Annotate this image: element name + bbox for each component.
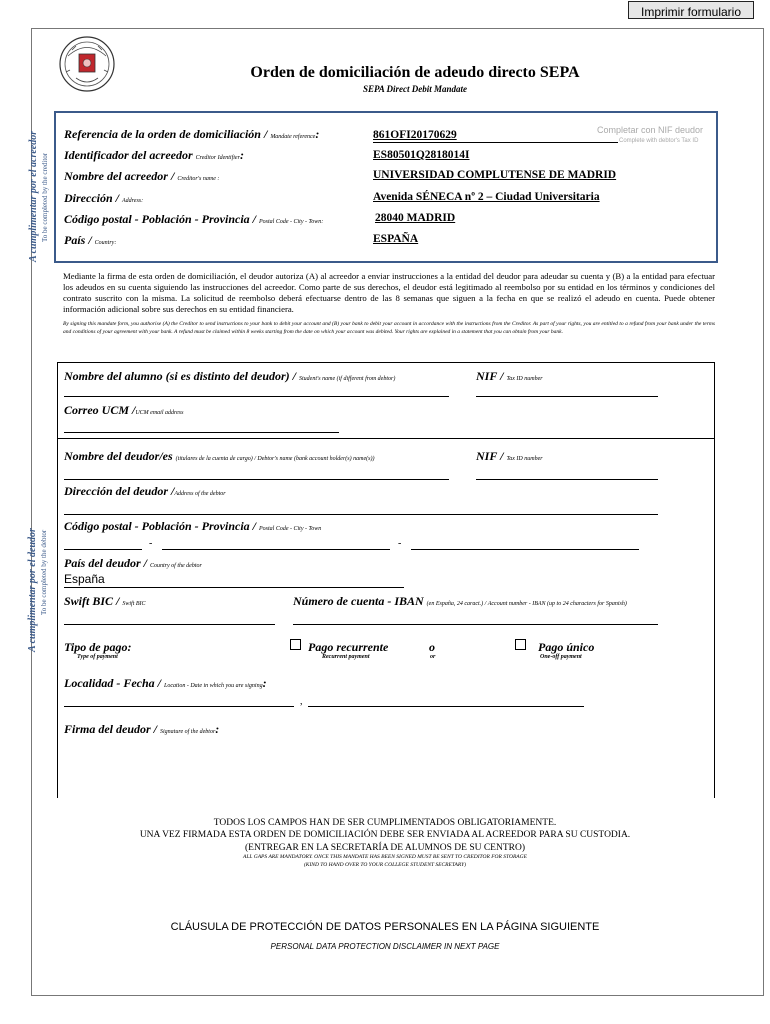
one-off-payment-checkbox[interactable] bbox=[515, 639, 526, 650]
debtor-city-field[interactable] bbox=[162, 549, 390, 550]
debtor-postal-code-field[interactable] bbox=[64, 549, 142, 550]
debtor-name-field[interactable] bbox=[64, 479, 449, 480]
recurrent-payment-label: Pago recurrente bbox=[308, 640, 389, 654]
creditor-postal-value: 28040 MADRID bbox=[375, 212, 456, 224]
creditor-name-value: UNIVERSIDAD COMPLUTENSE DE MADRID bbox=[373, 169, 617, 181]
student-email-field[interactable] bbox=[64, 432, 339, 433]
iban-label: Número de cuenta - IBAN (en España, 24 caract.) / Account number - IBAN (up to 24 characters for Spanish) bbox=[293, 594, 627, 608]
payment-type-label: Tipo de pago: bbox=[64, 640, 132, 654]
debtor-country-label: País del deudor / Country of the debtor bbox=[64, 556, 202, 570]
debtor-country-value[interactable]: España bbox=[64, 572, 105, 586]
mandate-reference-label: Referencia de la orden de domiciliación / Mandate reference: bbox=[64, 127, 320, 141]
recurrent-payment-label-en: Recurrent payment bbox=[322, 654, 370, 660]
mandate-reference-line bbox=[373, 142, 618, 143]
debtor-country-field[interactable] bbox=[64, 587, 404, 588]
swift-bic-label: Swift BIC / Swift BIC bbox=[64, 594, 146, 608]
debtor-address-label: Dirección del deudor /Address of the debtor bbox=[64, 484, 226, 498]
print-form-button[interactable]: Imprimir formulario bbox=[628, 1, 754, 19]
creditor-address-value: Avenida SÉNECA nº 2 – Ciudad Universitaria bbox=[373, 191, 600, 203]
footer-mandatory: TODOS LOS CAMPOS HAN DE SER CUMPLIMENTADOS OBLIGATORIAMENTE. bbox=[213, 818, 557, 828]
or-label-en: or bbox=[430, 654, 436, 660]
creditor-address-label: Dirección / Address: bbox=[64, 191, 144, 205]
creditor-country-label: País / Country: bbox=[64, 233, 117, 247]
iban-field[interactable] bbox=[293, 624, 658, 625]
student-nif-label: NIF / Tax ID number bbox=[476, 369, 543, 383]
debtor-side-label-en: To be completed by the debtor bbox=[40, 529, 48, 615]
creditor-country-value: ESPAÑA bbox=[373, 233, 419, 245]
postal-separator-2: - bbox=[398, 538, 402, 549]
creditor-name-label: Nombre del acreedor / Creditor's name : bbox=[64, 169, 220, 183]
one-off-payment-label-en: One-off payment bbox=[540, 654, 582, 660]
creditor-id-label: Identificador del acreedor Creditor Identifier: bbox=[64, 148, 244, 162]
recurrent-payment-checkbox[interactable] bbox=[290, 639, 301, 650]
student-nif-field[interactable] bbox=[476, 396, 658, 397]
privacy-notice-en: PERSONAL DATA PROTECTION DISCLAIMER IN NEXT PAGE bbox=[270, 942, 500, 951]
student-name-label: Nombre del alumno (si es distinto del deudor) / Student's name (if different from debtor) bbox=[64, 369, 396, 383]
student-name-field[interactable] bbox=[64, 396, 449, 397]
creditor-side-label-en: To be completed by the creditor bbox=[41, 152, 49, 242]
debtor-nif-field[interactable] bbox=[476, 479, 658, 480]
university-seal-logo bbox=[58, 34, 116, 94]
privacy-notice: CLÁUSULA DE PROTECCIÓN DE DATOS PERSONALES EN LA PÁGINA SIGUIENTE bbox=[170, 921, 600, 933]
debtor-side-label: A cumplimentar por el deudor bbox=[27, 528, 38, 652]
signature-label: Firma del deudor / Signature of the debtor: bbox=[64, 722, 220, 736]
signature-area[interactable] bbox=[64, 740, 704, 795]
location-field[interactable] bbox=[64, 706, 294, 707]
debtor-nif-label: NIF / Tax ID number bbox=[476, 449, 543, 463]
nif-hint[interactable]: Completar con NIF deudor bbox=[597, 125, 704, 135]
creditor-id-value: ES80501Q2818014I bbox=[373, 149, 470, 161]
one-off-payment-label: Pago único bbox=[538, 640, 595, 654]
debtor-postal-label: Código postal - Población - Provincia / Postal Code - City - Town bbox=[64, 519, 322, 533]
debtor-address-field[interactable] bbox=[64, 514, 658, 515]
debtor-province-field[interactable] bbox=[411, 549, 639, 550]
legal-text-en: By signing this mandate form, you authorise (A) the Creditor to send instructions to your bank to debit your account and (B) your bank to debit your account in accordance with the instructions from the Creditor. As part of your rights, you are entitled to a refund from your bank under the terms and conditions of your agreement with your bank. A refund must be claimed within 8 weeks starting from the date on which your account was debited. Your rights are explained in a statement that you can obtain from your bank. bbox=[63, 321, 715, 335]
payment-type-label-en: Type of payment bbox=[77, 654, 118, 660]
or-label: o bbox=[429, 640, 435, 654]
debtor-name-label: Nombre del deudor/es (titulares de la cuenta de cargo) / Debtor's name (bank account holder(s) name(s)) bbox=[64, 449, 375, 463]
date-field[interactable] bbox=[308, 706, 584, 707]
swift-bic-field[interactable] bbox=[64, 624, 275, 625]
footer-mandatory-en: ALL GAPS ARE MANDATORY. ONCE THIS MANDATE HAS BEEN SIGNED MUST BE SENT TO CREDITOR FOR STORAGE bbox=[242, 854, 528, 860]
form-title: Orden de domiciliación de adeudo directo SEPA bbox=[250, 64, 580, 81]
footer-send: UNA VEZ FIRMADA ESTA ORDEN DE DOMICILIACIÓN DEBE SER ENVIADA AL ACREEDOR PARA SU CUSTODIA. bbox=[139, 830, 631, 840]
location-date-separator: , bbox=[300, 696, 303, 707]
student-email-label: Correo UCM /UCM email address bbox=[64, 403, 184, 417]
postal-separator-1: - bbox=[149, 538, 153, 549]
footer-deliver-en: (KIND TO HAND OVER TO YOUR COLLEGE STUDENT SECRETARY) bbox=[303, 862, 467, 868]
nif-hint-en: Complete with debtor's Tax ID bbox=[619, 138, 699, 144]
legal-text-es: Mediante la firma de esta orden de domiciliación, el deudor autoriza (A) al acreedor a enviar instrucciones a la entidad del deudor para adeudar su cuenta y (B) a la entidad para efectuar los adeudos en su cuenta siguiendo las instrucciones del acreedor. Como parte de sus derechos, el deudor está legitimado al reembolso por su entidad en los términos y condiciones del contrato suscrito con la misma. La solicitud de reembolso deberá efectuarse dentro de las 8 semanas que siguen a la fecha en que se realizó el adeudo en cuenta. Puede obtener información adicional sobre sus derechos en su entidad financiera. bbox=[63, 271, 715, 314]
mandate-reference-value: 861OFI20170629 bbox=[373, 129, 457, 141]
footer-deliver: (ENTREGAR EN LA SECRETARÍA DE ALUMNOS DE SU CENTRO) bbox=[244, 843, 526, 853]
location-date-label: Localidad - Fecha / Location - Date in which you are signing: bbox=[64, 676, 267, 690]
creditor-postal-label: Código postal - Población - Provincia / Postal Code - City - Town: bbox=[64, 212, 324, 226]
form-subtitle: SEPA Direct Debit Mandate bbox=[362, 84, 468, 94]
creditor-side-label: A cumplimentar por el acreedor bbox=[28, 130, 39, 262]
